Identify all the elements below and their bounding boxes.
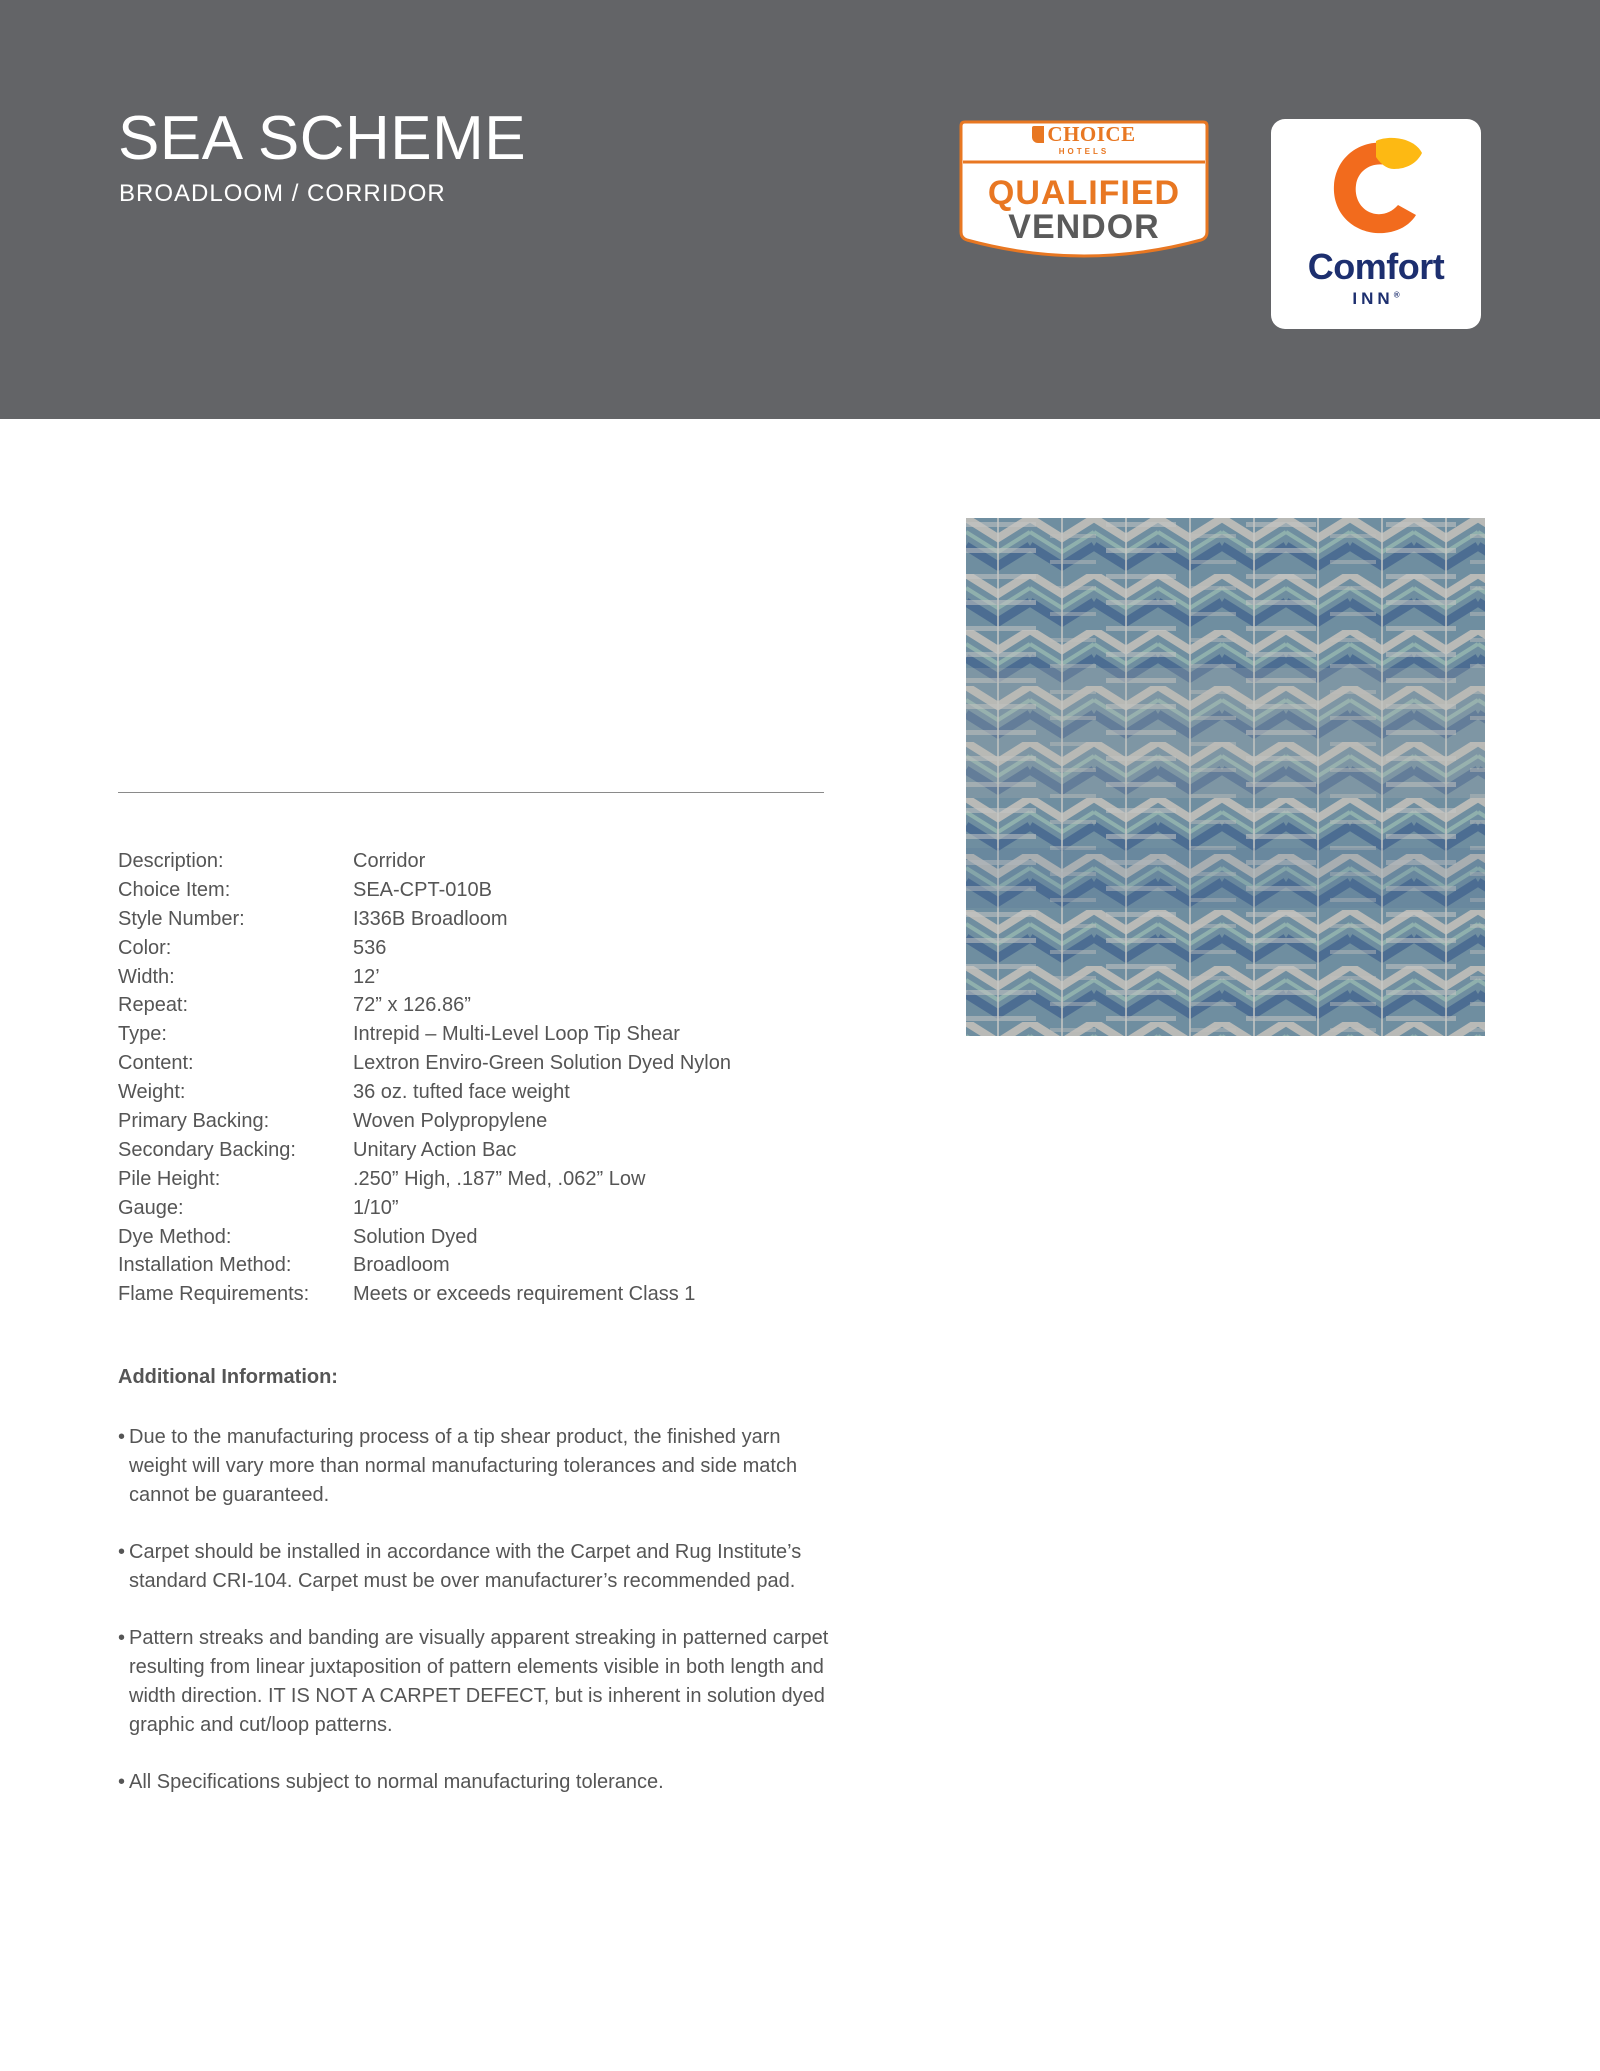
spec-label: Primary Backing: [118, 1110, 270, 1133]
note-item: • All Specifications subject to normal manufacturing tolerance. [118, 1768, 838, 1797]
spec-row [118, 1107, 838, 1136]
spec-label: Width: [118, 965, 175, 988]
spec-value: Lextron Enviro-Green Solution Dyed Nylon [353, 1052, 731, 1075]
comfort-inn-logo [1271, 119, 1481, 329]
spec-label: Secondary Backing: [118, 1138, 296, 1161]
choice-brand-text: CHOICE [957, 122, 1211, 147]
spec-row [118, 1280, 838, 1309]
spec-label: Installation Method: [118, 1254, 292, 1277]
spec-label: Color: [118, 936, 172, 959]
spec-value: 36 oz. tufted face weight [353, 1081, 570, 1104]
spec-row [118, 1078, 838, 1107]
spec-label: Description: [118, 850, 224, 872]
spec-value: Intrepid – Multi-Level Loop Tip Shear [353, 1023, 680, 1046]
product-subtitle: BROADLOOM / CORRIDOR [119, 180, 446, 207]
spec-value: Woven Polypropylene [353, 1110, 548, 1133]
spec-row [118, 991, 838, 1020]
spec-label: Repeat: [118, 994, 189, 1017]
carpet-pattern [966, 518, 1485, 1036]
spec-value: SEA-CPT-010B [353, 878, 492, 901]
header-banner [0, 0, 1600, 419]
spec-label: Gauge: [118, 1196, 184, 1219]
spec-value: Meets or exceeds requirement Class 1 [353, 1283, 696, 1306]
divider-line [118, 792, 824, 793]
additional-info-list [118, 1423, 838, 1825]
spec-row [118, 905, 838, 934]
spec-value: 1/10” [353, 1196, 399, 1219]
spec-row [118, 963, 838, 992]
additional-info-heading: Additional Information: [118, 1366, 338, 1388]
badge-qualified-text: QUALIFIED [987, 174, 1181, 212]
spec-value: Unitary Action Bac [353, 1138, 517, 1161]
badge-vendor-text: VENDOR [1008, 208, 1160, 246]
spec-value: .250” High, .187” Med, .062” Low [353, 1167, 646, 1190]
spec-row [118, 934, 838, 963]
spec-row [118, 1049, 838, 1078]
spec-label: Flame Requirements: [118, 1283, 310, 1306]
spec-value: I336B Broadloom [353, 907, 508, 930]
spec-value: 72” x 126.86” [353, 994, 471, 1017]
spec-label: Type: [118, 1023, 167, 1046]
note-item: • Pattern streaks and banding are visually apparent streaking in patterned carpet resulting from linear juxtaposition of pattern elements visible in both length and width direction. IT IS NOT A CARPET DEFECT, but is inherent in solution dyed graphic and cut/loop patterns. [118, 1624, 838, 1740]
note-item: • Carpet should be installed in accordance with the Carpet and Rug Institute’s standard CRI-104. Carpet must be over manufacturer’s recommended pad. [118, 1538, 838, 1596]
spec-row [118, 1165, 838, 1194]
spec-value: Broadloom [353, 1254, 450, 1277]
inn-text: INN® [1352, 289, 1400, 308]
carpet-swatch-image [966, 518, 1485, 1036]
spec-label: Pile Height: [118, 1167, 221, 1190]
spec-value: Solution Dyed [353, 1225, 478, 1248]
comfort-text: Comfort [1307, 246, 1445, 287]
spec-row [118, 1194, 838, 1223]
spec-value: Corridor [353, 850, 426, 872]
spec-row [118, 1223, 838, 1252]
spec-value: 12’ [353, 965, 380, 988]
qualified-vendor-badge [957, 120, 1211, 260]
spec-label: Weight: [118, 1081, 186, 1104]
note-item: • Due to the manufacturing process of a tip shear product, the finished yarn weight will vary more than normal manufacturing tolerances and side match cannot be guaranteed. [118, 1423, 838, 1510]
spec-table [118, 847, 838, 1309]
product-title: SEA SCHEME [118, 104, 527, 173]
comfort-inn-c-icon [1326, 135, 1426, 240]
choice-hotels-text: HOTELS [1058, 147, 1110, 156]
spec-row [118, 1136, 838, 1165]
spec-row [118, 847, 838, 876]
spec-label: Content: [118, 1052, 194, 1075]
spec-row [118, 876, 838, 905]
spec-label: Choice Item: [118, 878, 231, 901]
choice-logo-icon [1032, 126, 1044, 143]
spec-label: Style Number: [118, 907, 245, 930]
spec-row [118, 1251, 838, 1280]
spec-row [118, 1020, 838, 1049]
spec-label: Dye Method: [118, 1225, 232, 1248]
spec-value: 536 [353, 936, 387, 959]
